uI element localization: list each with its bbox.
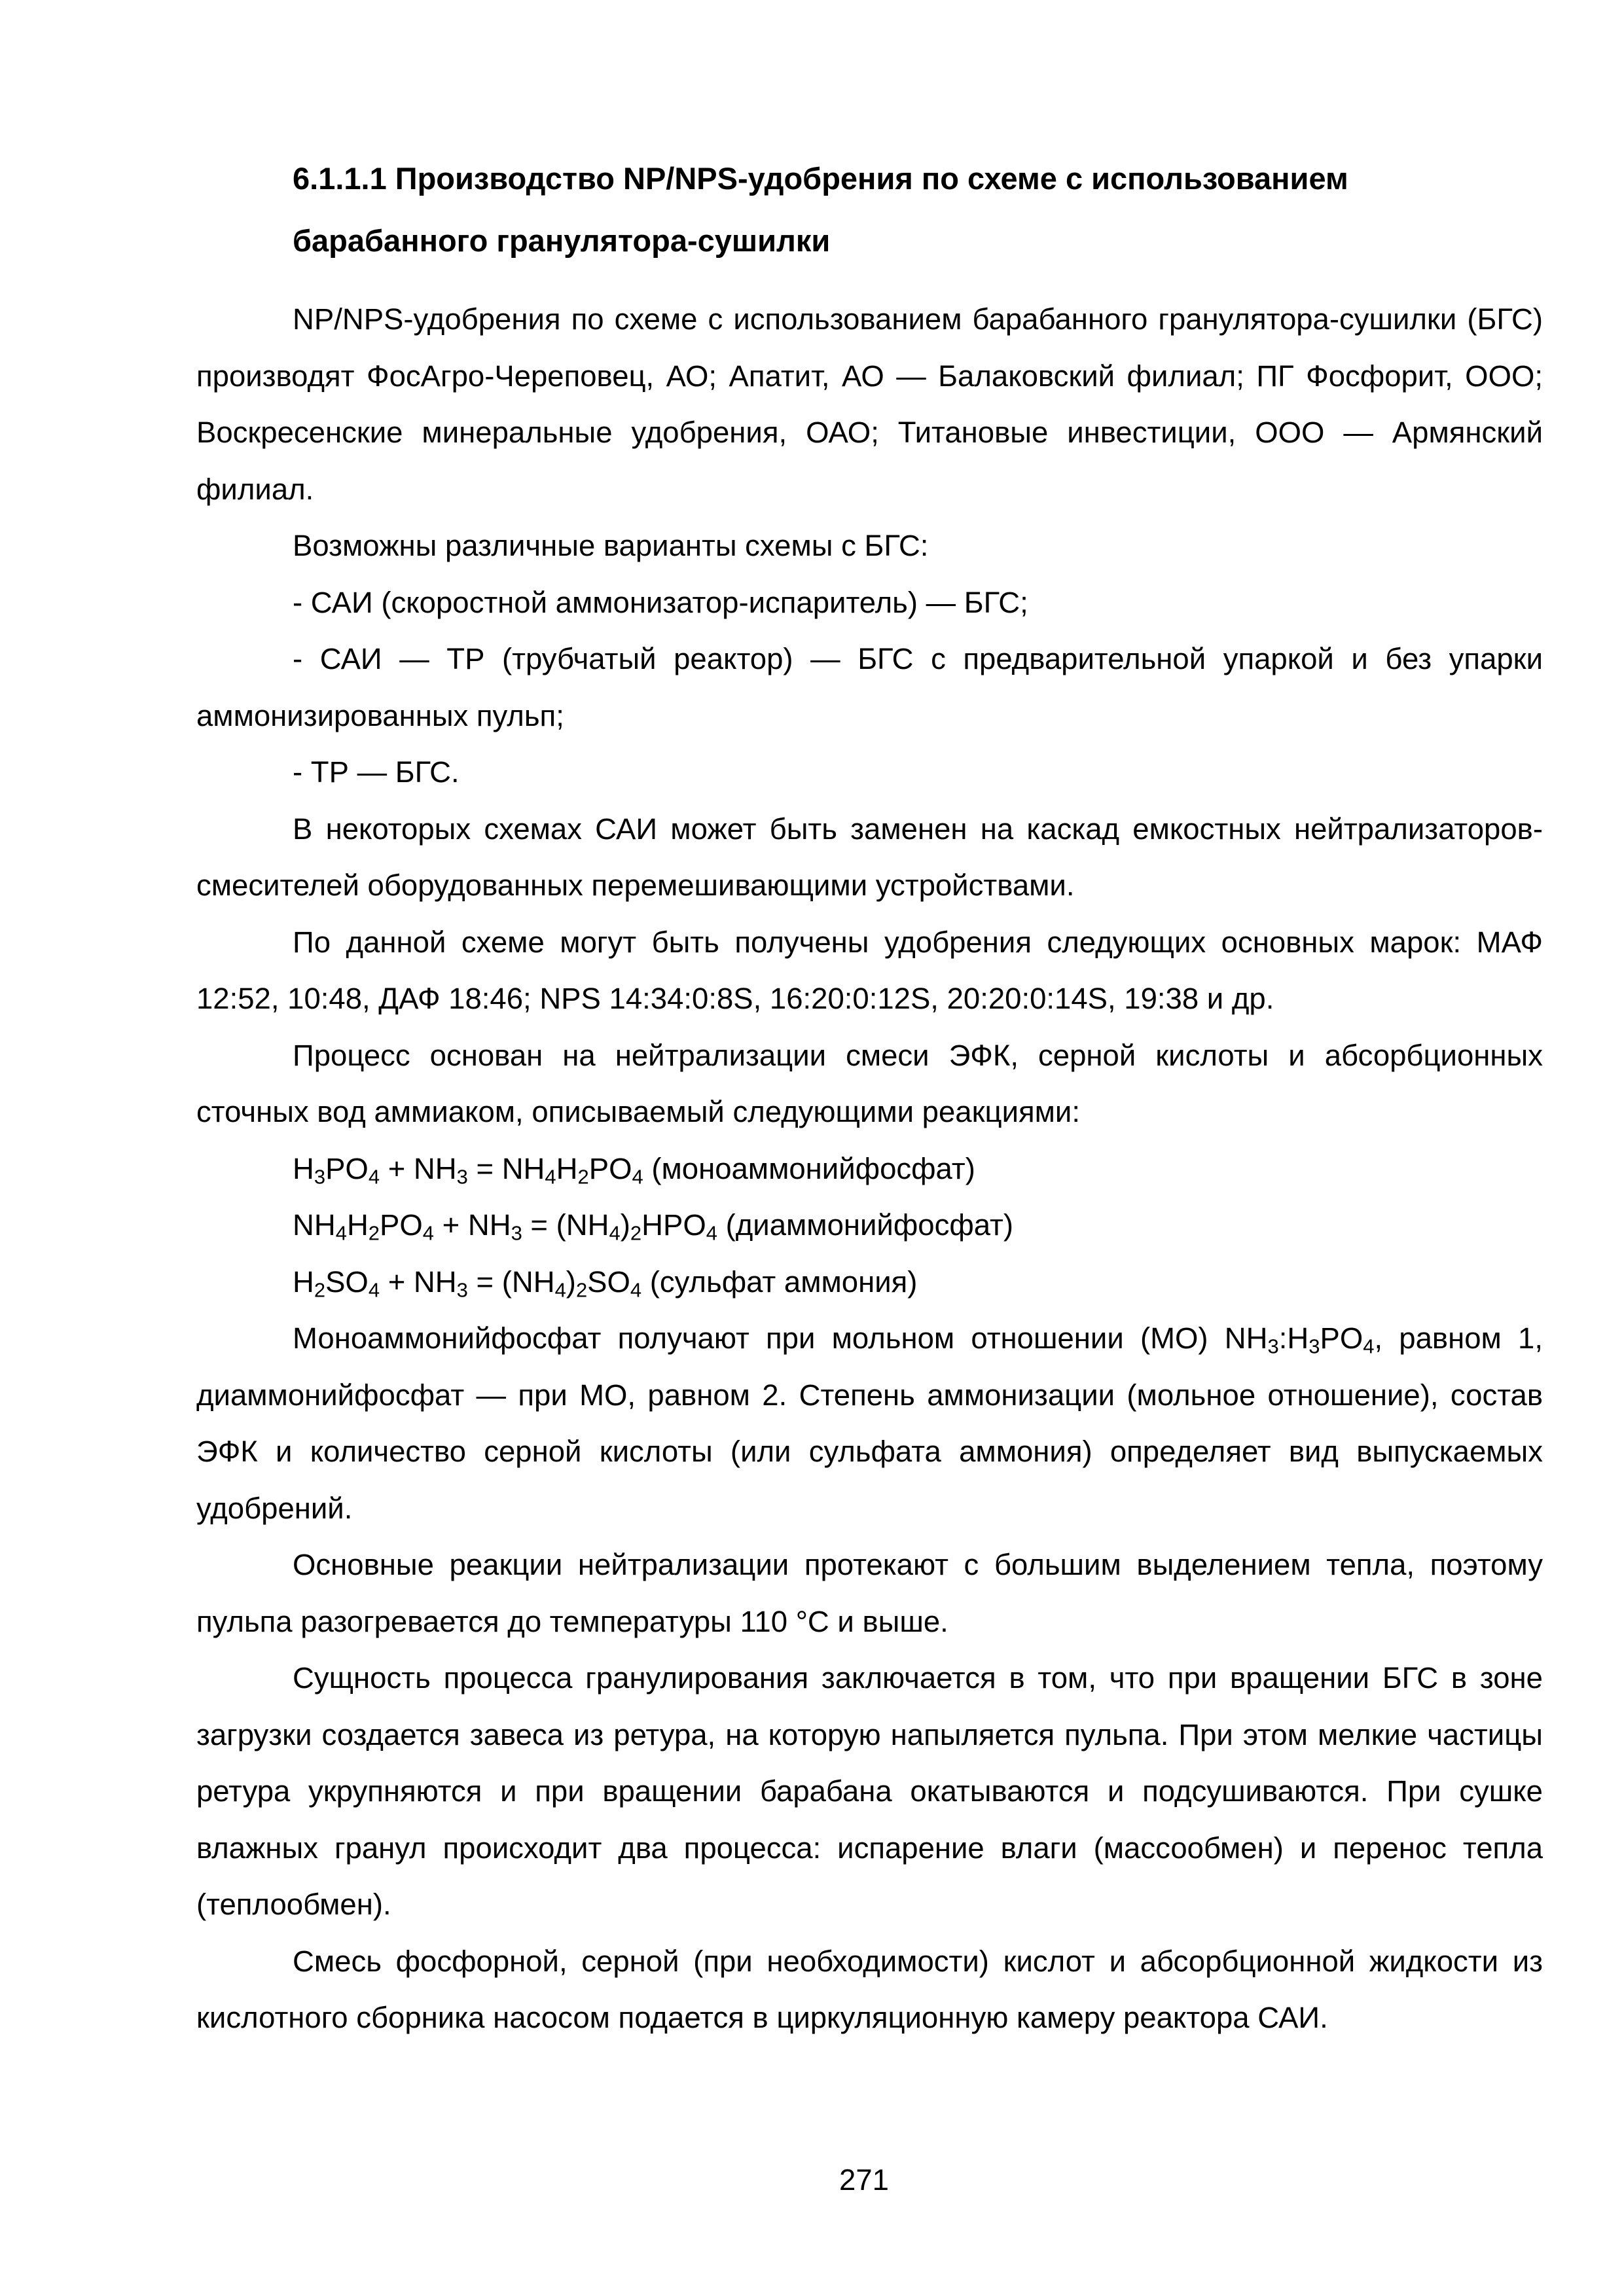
variant-item-1: - САИ (скоростной аммонизатор-испаритель) — БГС; (293, 585, 1028, 619)
paragraph-process-basis: Процесс основан на нейтрализации смеси ЭФК, серной кислоты и абсорбционных сточных вод аммиаком, описываемый следующими реакциями: (196, 1038, 1543, 1128)
document-body (196, 291, 1543, 2047)
paragraph-acid-mixture: Смесь фосфорной, серной (при необходимости) кислот и абсорбционной жидкости из кислотного сборника насосом подается в циркуляционную камеру реактора САИ. (196, 1944, 1543, 2034)
reaction-ammonium-sulfate: $H_2SO_4 + NH_3 = (NH_4)_2SO_4$ (сульфат аммония) (293, 1265, 918, 1302)
page-number: 271 (839, 2163, 889, 2197)
paragraph-neutralizers: В некоторых схемах САИ может быть заменен на каскад емкостных нейтрализаторов-смесителей оборудованных перемешивающими устройствами. (196, 812, 1543, 902)
variant-item-2: - САИ — ТР (трубчатый реактор) — БГС с предварительной упаркой и без упарки аммонизированных пульп; (196, 642, 1543, 732)
variant-item-3: - ТР — БГС. (293, 755, 460, 789)
paragraph-granulation: Сущность процесса гранулирования заключается в том, что при вращении БГС в зоне загрузки создается завеса из ретура, на которую напыляется пульпа. При этом мелкие частицы ретура укрупняются и при вращении барабана окатываются и подсушиваются. При сушке влажных гранул происходит два процесса: испарение влаги (массообмен) и перенос тепла (теплообмен). (196, 1661, 1543, 1921)
section-heading (293, 147, 1523, 272)
paragraph-molar-ratio: Моноаммонийфосфат получают при мольном отношении (МО) $NH_3:H_3PO_4$, равном 1, диаммонийфосфат — при МО, равном 2. Степень аммонизации (мольное отношение), состав ЭФК и количество серной кислоты (или сульфата аммония) определяет вид выпускаемых удобрений. (196, 1321, 1543, 1525)
paragraph-heat-release: Основные реакции нейтрализации протекают с большим выделением тепла, поэтому пульпа разогревается до температуры 110 °С и выше. (196, 1548, 1543, 1638)
paragraph-grades: По данной схеме могут быть получены удобрения следующих основных марок: МАФ 12:52, 10:48, ДАФ 18:46; NPS 14:34:0:8S, 16:20:0:12S, 20:20:0:14S, 19:38 и др. (196, 925, 1543, 1015)
reaction-monoammonium-phosphate: $H_3PO_4 + NH_3 = NH_4H_2PO_4$ (моноаммонийфосфат) (293, 1151, 975, 1189)
section-heading-line-2: барабанного гранулятора-сушилки (293, 223, 831, 258)
paragraph-producers: NP/NPS-удобрения по схеме с использованием барабанного гранулятора-сушилки (БГС) производят ФосАгро-Череповец, АО; Апатит, АО — Балаковский филиал; ПГ Фосфорит, ООО; Воскресенские минеральные удобрения, ОАО; Титановые инвестиции, ООО — Армянский филиал. (196, 302, 1543, 506)
section-heading-line-1: 6.1.1.1 Производство NP/NPS-удобрения по схеме с использованием (293, 161, 1348, 196)
paragraph-variants-intro: Возможны различные варианты схемы с БГС: (293, 529, 929, 562)
reaction-diammonium-phosphate: $NH_4H_2PO_4 + NH_3 = (NH_4)_2HPO_4$ (диаммонийфосфат) (293, 1208, 1014, 1245)
